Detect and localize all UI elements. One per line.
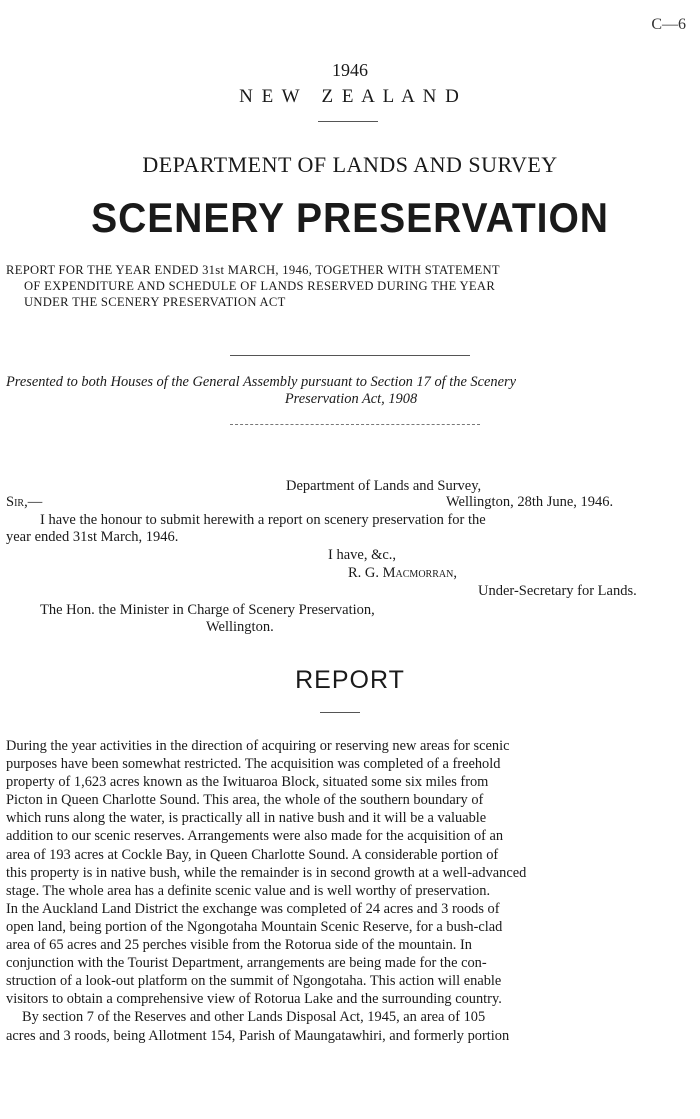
presentation-note: [6, 374, 696, 408]
report-line: Picton in Queen Charlotte Sound. This area, the whole of the southern boundary of: [6, 792, 484, 809]
divider: [230, 424, 480, 425]
report-line: visitors to obtain a comprehensive view of Rotorua Lake and the surrounding country.: [6, 991, 502, 1008]
report-line: open land, being portion of the Ngongotaha Mountain Scenic Reserve, for a bush-clad: [6, 918, 503, 935]
letter-from-line1: Department of Lands and Survey,: [286, 478, 482, 494]
report-body: [6, 737, 696, 1045]
letter-body-line: I have the honour to submit herewith a report on scenery preservation for the: [40, 512, 486, 528]
main-title: SCENERY PRESERVATION: [91, 194, 609, 241]
letter-signatory-title: Under-Secretary for Lands.: [478, 583, 637, 599]
letter-addressee-line: Wellington.: [206, 619, 274, 635]
letter-salutation: Sir,—: [6, 494, 43, 510]
report-year: 1946: [332, 60, 368, 80]
page-code: C—6: [651, 16, 686, 33]
subtitle: [6, 262, 500, 310]
report-line: which runs along the water, is practically all in native bush and it will be a valuable: [6, 810, 487, 827]
letter-addressee-line: The Hon. the Minister in Charge of Scenery Preservation,: [40, 602, 375, 618]
subtitle-line: UNDER THE SCENERY PRESERVATION ACT: [24, 295, 286, 309]
report-line: stage. The whole area has a definite scenic value and is well worthy of preservation.: [6, 882, 491, 899]
report-heading: REPORT: [295, 666, 405, 694]
report-line: property of 1,623 acres known as the Iwituaroa Block, situated some six miles from: [6, 774, 489, 791]
report-line: purposes have been somewhat restricted. The acquisition was completed of a freehold: [6, 756, 501, 773]
letter-body-line: year ended 31st March, 1946.: [6, 529, 179, 545]
letter-signatory: R. G. Macmorran,: [348, 565, 457, 581]
report-line: struction of a look-out platform on the summit of Ngongotaha. This action will enable: [6, 973, 502, 990]
report-line: area of 193 acres at Cockle Bay, in Queen Charlotte Sound. A considerable portion of: [6, 846, 499, 863]
presentation-line: Preservation Act, 1908: [284, 391, 418, 407]
report-line: addition to our scenic reserves. Arrangements were also made for the acquisition of an: [6, 828, 504, 845]
report-line: area of 65 acres and 25 perches visible from the Rotorua side of the mountain. In: [6, 937, 472, 954]
report-line: By section 7 of the Reserves and other Lands Disposal Act, 1945, an area of 105: [22, 1009, 486, 1026]
letter-from-line2: Wellington, 28th June, 1946.: [446, 494, 614, 510]
report-line: conjunction with the Tourist Department, arrangements are being made for the con-: [6, 955, 487, 972]
divider: [318, 121, 378, 122]
subtitle-line: OF EXPENDITURE AND SCHEDULE OF LANDS RESERVED DURING THE YEAR: [24, 279, 496, 293]
divider: [230, 355, 470, 356]
department-heading: DEPARTMENT OF LANDS AND SURVEY: [142, 152, 558, 177]
country-heading: N E W Z E A L A N D: [239, 86, 461, 107]
report-line: acres and 3 roods, being Allotment 154, Parish of Maungatawhiri, and formerly portion: [6, 1027, 510, 1044]
divider: [320, 712, 360, 713]
report-line: this property is in native bush, while the remainder is in second growth at a well-advanced: [6, 864, 527, 881]
letter-closing: I have, &c.,: [328, 547, 397, 563]
report-line: During the year activities in the direction of acquiring or reserving new areas for scenic: [6, 738, 510, 754]
presentation-line: Presented to both Houses of the General Assembly pursuant to Section 17 of the Scenery: [6, 374, 516, 390]
report-line: In the Auckland Land District the exchange was completed of 24 acres and 3 roods of: [6, 900, 500, 917]
subtitle-line: REPORT FOR THE YEAR ENDED 31st MARCH, 1946, TOGETHER WITH STATEMENT: [6, 263, 500, 277]
